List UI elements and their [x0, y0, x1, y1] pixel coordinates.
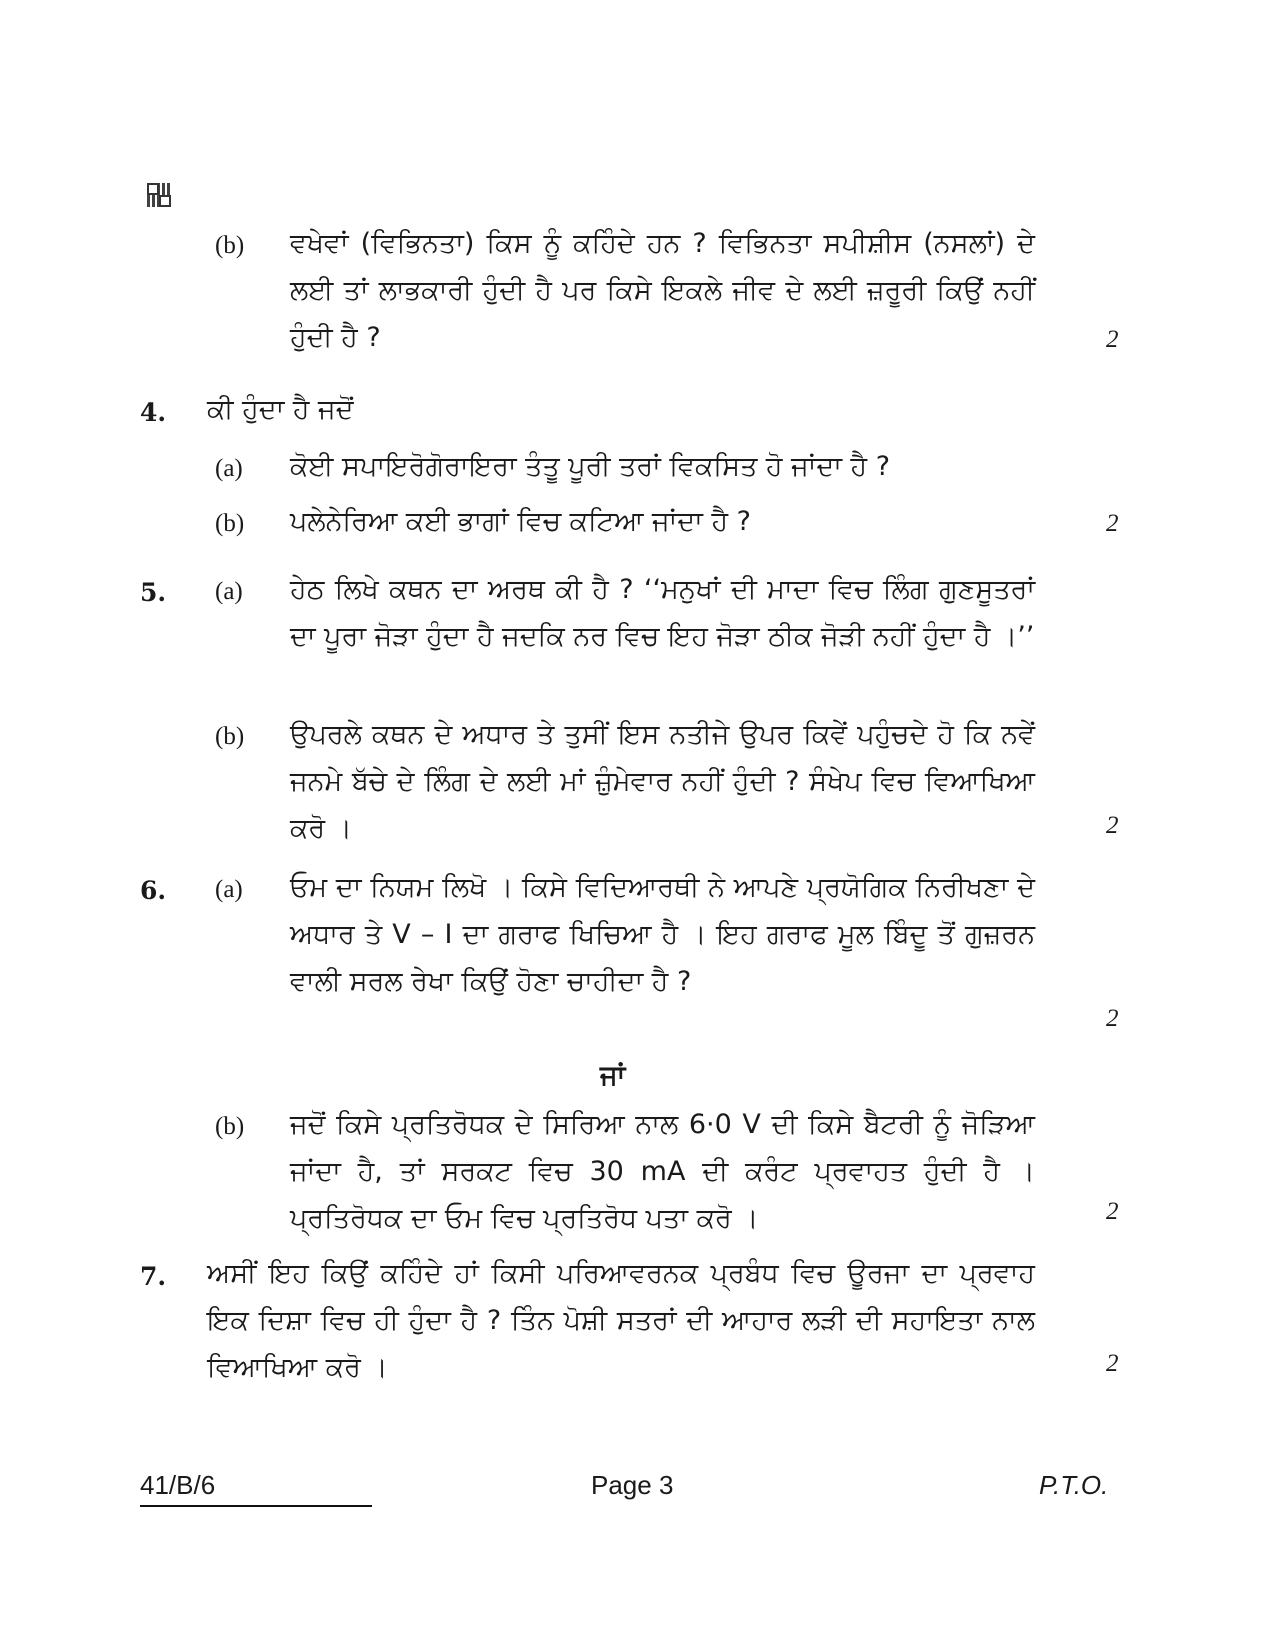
q4-number: 4. — [140, 398, 167, 427]
q7-number: 7. — [140, 1262, 167, 1291]
paper-code: 41/B/6 — [140, 1470, 216, 1500]
q3b-label: (b) — [215, 232, 245, 259]
page-number: Page 3 — [591, 1470, 674, 1500]
q7-marks: 2 — [1106, 1350, 1119, 1377]
pto-label: P.T.O. — [1039, 1470, 1109, 1500]
or-label: ਜਾਂ — [600, 1060, 626, 1091]
q4b-text: ਪਲੇਨੇਰਿਆ ਕਈ ਭਾਗਾਂ ਵਿਚ ਕਟਿਆ ਜਾਂਦਾ ਹੈ ? — [290, 506, 751, 537]
q6a-marks: 2 — [1106, 1005, 1119, 1032]
q4b-label: (b) — [215, 510, 245, 537]
q4b-marks: 2 — [1106, 510, 1119, 537]
q5b-marks: 2 — [1106, 812, 1119, 839]
q6b-marks: 2 — [1106, 1198, 1119, 1225]
q6a-label: (a) — [215, 876, 243, 903]
qr-code-icon — [147, 183, 171, 207]
q4a-label: (a) — [215, 455, 243, 482]
q6b-text: ਜਦੋਂ ਕਿਸੇ ਪ੍ਰਤਿਰੋਧਕ ਦੇ ਸਿਰਿਆ ਨਾਲ 6·0 V ਦੀ ਕਿਸੇ ਬੈਟਰੀ ਨੂੰ ਜੋੜਿਆ ਜਾਂਦਾ ਹੈ, ਤਾਂ ਸਰਕਟ ਵਿਚ 30 mA ਦੀ ਕਰੰਟ ਪ੍ਰਵਾਹਤ ਹੁੰਦੀ ਹੈ । ਪ੍ਰਤਿਰੋਧਕ ਦਾ ਓਮ ਵਿਚ ਪ੍ਰਤਿਰੋਧ ਪਤਾ ਕਰੋ । — [290, 1109, 1035, 1234]
q3b-marks: 2 — [1106, 326, 1119, 353]
q5-number: 5. — [140, 578, 167, 607]
q7-text: ਅਸੀਂ ਇਹ ਕਿਉਂ ਕਹਿੰਦੇ ਹਾਂ ਕਿਸੀ ਪਰਿਆਵਰਨਕ ਪ੍ਰਬੰਧ ਵਿਚ ਊਰਜਾ ਦਾ ਪ੍ਰਵਾਹ ਇਕ ਦਿਸ਼ਾ ਵਿਚ ਹੀ ਹੁੰਦਾ ਹੈ ? ਤਿੰਨ ਪੋਸ਼ੀ ਸਤਰਾਂ ਦੀ ਆਹਾਰ ਲੜੀ ਦੀ ਸਹਾਇਤਾ ਨਾਲ ਵਿਆਖਿਆ ਕਰੋ । — [207, 1258, 1035, 1383]
q6b-label: (b) — [215, 1113, 245, 1140]
footer-rule — [140, 1505, 372, 1507]
q5a-text: ਹੇਠ ਲਿਖੇ ਕਥਨ ਦਾ ਅਰਥ ਕੀ ਹੈ ? ‘‘ਮਨੁਖਾਂ ਦੀ ਮਾਦਾ ਵਿਚ ਲਿੰਗ ਗੁਣਸੂਤਰਾਂ ਦਾ ਪੂਰਾ ਜੋੜਾ ਹੁੰਦਾ ਹੈ ਜਦਕਿ ਨਰ ਵਿਚ ਇਹ ਜੋੜਾ ਠੀਕ ਜੋੜੀ ਨਹੀਂ ਹੁੰਦਾ ਹੈ ।’’ — [290, 574, 1035, 652]
q4-text: ਕੀ ਹੁੰਦਾ ਹੈ ਜਦੋਂ — [207, 394, 354, 425]
q5b-text: ਉਪਰਲੇ ਕਥਨ ਦੇ ਅਧਾਰ ਤੇ ਤੁਸੀਂ ਇਸ ਨਤੀਜੇ ਉਪਰ ਕਿਵੇਂ ਪਹੁੰਚਦੇ ਹੋ ਕਿ ਨਵੇਂ ਜਨਮੇ ਬੱਚੇ ਦੇ ਲਿੰਗ ਦੇ ਲਈ ਮਾਂ ਜ਼ੁੰਮੇਵਾਰ ਨਹੀਂ ਹੁੰਦੀ ? ਸੰਖੇਪ ਵਿਚ ਵਿਆਖਿਆ ਕਰੋ । — [290, 719, 1035, 844]
q5b-label: (b) — [215, 723, 245, 750]
q3b-text: ਵਖੇਵਾਂ (ਵਿਭਿਨਤਾ) ਕਿਸ ਨੂੰ ਕਹਿੰਦੇ ਹਨ ? ਵਿਭਿਨਤਾ ਸਪੀਸ਼ੀਸ (ਨਸਲਾਂ) ਦੇ ਲਈ ਤਾਂ ਲਾਭਕਾਰੀ ਹੁੰਦੀ ਹੈ ਪਰ ਕਿਸੇ ਇਕਲੇ ਜੀਵ ਦੇ ਲਈ ਜ਼ਰੂਰੀ ਕਿਉਂ ਨਹੀਂ ਹੁੰਦੀ ਹੈ ? — [290, 228, 1035, 353]
q6a-text: ਓਮ ਦਾ ਨਿਯਮ ਲਿਖੋ । ਕਿਸੇ ਵਿਦਿਆਰਥੀ ਨੇ ਆਪਣੇ ਪ੍ਰਯੋਗਿਕ ਨਿਰੀਖਣਾ ਦੇ ਅਧਾਰ ਤੇ V – I ਦਾ ਗਰਾਫ ਖਿਚਿਆ ਹੈ । ਇਹ ਗਰਾਫ ਮੂਲ ਬਿੰਦੂ ਤੋਂ ਗੁਜ਼ਰਨ ਵਾਲੀ ਸਰਲ ਰੇਖਾ ਕਿਉਂ ਹੋਣਾ ਚਾਹੀਦਾ ਹੈ ? — [290, 872, 1035, 997]
q5a-label: (a) — [215, 578, 243, 605]
q6-number: 6. — [140, 876, 167, 905]
q4a-text: ਕੋਈ ਸਪਾਇਰੋਗੋਰਾਇਰਾ ਤੰਤੂ ਪੂਰੀ ਤਰਾਂ ਵਿਕਸਿਤ ਹੋ ਜਾਂਦਾ ਹੈ ? — [290, 451, 891, 482]
